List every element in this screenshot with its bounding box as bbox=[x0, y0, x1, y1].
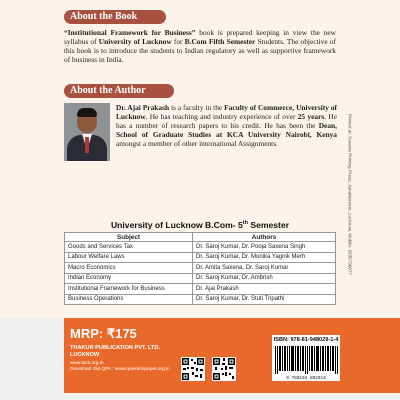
barcode-digits: 9 788194 802914 bbox=[286, 376, 326, 381]
course-bold: B.Com Fifth Semester bbox=[184, 37, 256, 47]
semester-title-end: Semester bbox=[247, 220, 290, 230]
barcode-icon bbox=[272, 345, 340, 381]
faculty-bold: Faculty of Commerce, University of Lucknow bbox=[116, 103, 337, 122]
dean-bold: Dean, School of Graduate Studies at KCA University Nairobi, Kenya bbox=[116, 121, 337, 140]
semester-title-main: University of Lucknow B.Com- 5 bbox=[110, 220, 243, 230]
book-text-1: book is prepared keeping in view the new syllabus of bbox=[64, 28, 336, 47]
subject-header: Subject bbox=[65, 233, 193, 242]
university-bold: University of Lucknow bbox=[98, 37, 172, 47]
subject-cell: Institutional Framework for Business bbox=[65, 284, 193, 295]
authors-cell: Dr. Saroj Kumar, Dr. Stuti Tripathi bbox=[193, 294, 336, 305]
table-row bbox=[65, 263, 336, 274]
author-text-3: . He has a number of research papers to his credit. He has been the bbox=[116, 112, 337, 131]
printer-credit-text: Printed at: Sovana Printing Press, Janakipuram, Lucknow, Mobile: 9335736077 bbox=[347, 113, 353, 276]
authors-cell: Dr. Saroj Kumar, Dr. Ambrish bbox=[193, 273, 336, 284]
authors-cell: Dr. Amita Saxena, Dr. Saroj Kumar bbox=[193, 263, 336, 274]
subject-cell: Business Operations bbox=[65, 294, 193, 305]
authors-cell: Dr. Saroj Kumar, Dr. Pooja Saxena Singh bbox=[193, 242, 336, 253]
isbn-label: ISBN: 978-81-948029-1-4 bbox=[273, 337, 339, 343]
qr-code-icon bbox=[181, 357, 205, 381]
table-row bbox=[65, 242, 336, 253]
publisher-websites bbox=[70, 361, 170, 373]
author-text-2: . He has teaching and industry experience of over bbox=[145, 112, 298, 122]
authors-header: Authors bbox=[193, 233, 336, 242]
question-paper-link[interactable]: Download Old QPs : www.questionpaper.org.in bbox=[70, 367, 170, 372]
authors-cell: Dr. Ajai Prakash bbox=[193, 284, 336, 295]
author-text-4: amongst a member of other international Assignments. bbox=[116, 139, 278, 149]
publisher-name bbox=[70, 345, 160, 358]
publisher-line-1: THAKUR PUBLICATION PVT. LTD. bbox=[70, 345, 160, 351]
subject-cell: Goods and Services Tax bbox=[65, 242, 193, 253]
mrp-price: MRP: ₹175 bbox=[70, 326, 137, 341]
table-row bbox=[65, 252, 336, 263]
semester-title-sup: th bbox=[242, 220, 248, 227]
subject-cell: Labour Welfare Laws bbox=[65, 252, 193, 263]
author-name-bold: Dr. Ajai Prakash bbox=[116, 103, 170, 112]
about-book-text bbox=[64, 28, 336, 64]
website-link[interactable]: www.tpcs.org.in bbox=[70, 361, 104, 366]
semester-courses-table bbox=[64, 232, 336, 305]
qr-code-icon bbox=[212, 357, 236, 381]
semester-title bbox=[64, 220, 336, 230]
book-text-3: Students. The objective of this book is to introduce the students to Indian regulatory as well as supportive framework of business in India. bbox=[64, 37, 336, 65]
years-bold: 25 years bbox=[297, 112, 325, 122]
authors-cell: Dr. Saroj Kumar, Dr. Monika Yagnik Merh bbox=[193, 252, 336, 263]
author-text-1: is a faculty in the bbox=[169, 103, 225, 112]
subject-cell: Indian Economy bbox=[65, 273, 193, 284]
author-photo bbox=[64, 103, 110, 161]
table-row bbox=[65, 273, 336, 284]
publisher-line-2: LUCKNOW bbox=[70, 351, 100, 358]
book-text-2: for bbox=[171, 37, 185, 47]
printer-credit-vertical bbox=[345, 92, 353, 302]
about-author-heading: About the Author bbox=[64, 84, 174, 98]
table-row bbox=[65, 294, 336, 305]
about-book-heading: About the Book bbox=[64, 10, 166, 24]
table-row bbox=[65, 284, 336, 295]
book-title-bold: “Institutional Framework for Business” bbox=[64, 28, 196, 37]
subject-cell: Macro Economics bbox=[65, 263, 193, 274]
table-header-row bbox=[65, 233, 336, 242]
about-author-text bbox=[116, 103, 337, 148]
